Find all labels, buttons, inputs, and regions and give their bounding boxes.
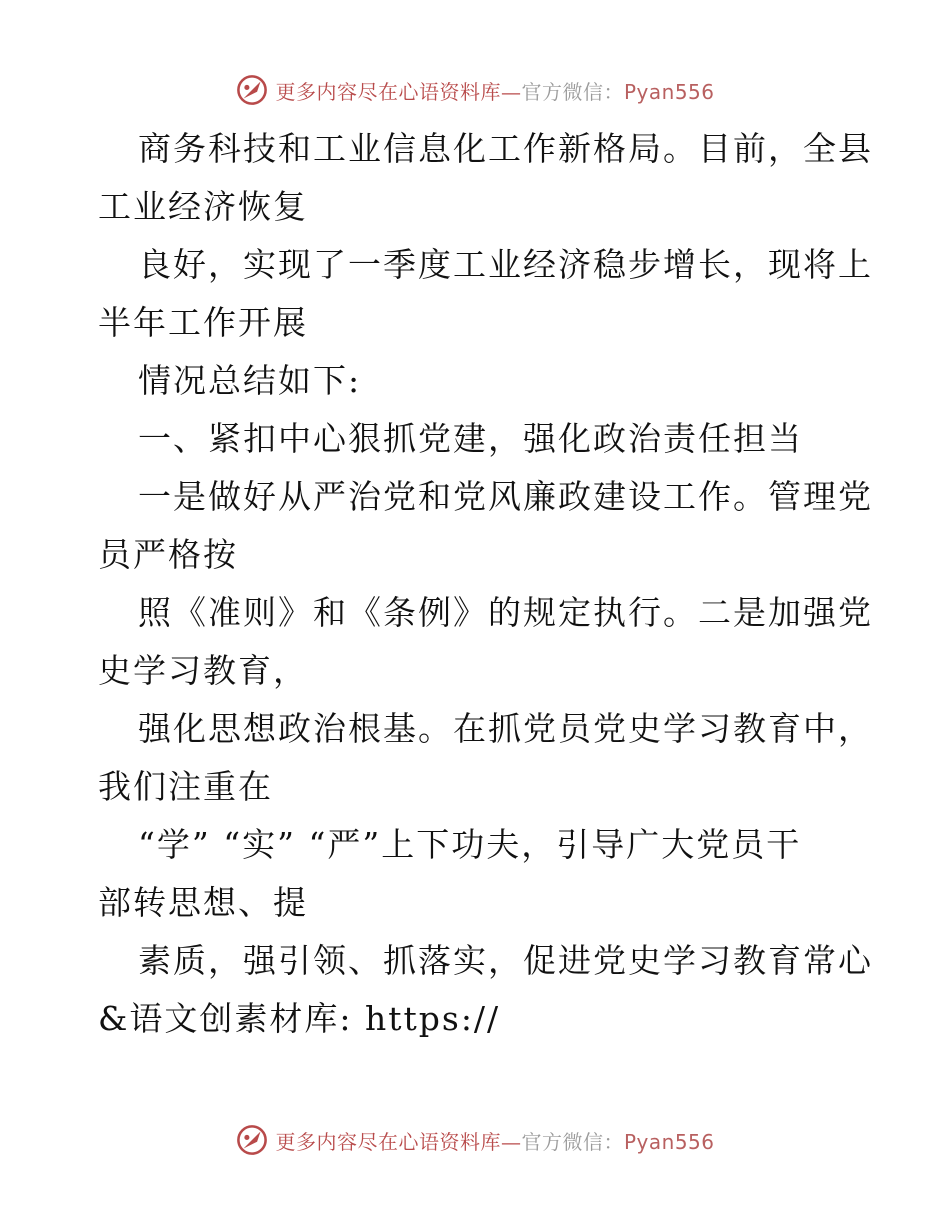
quill-logo-icon bbox=[235, 73, 269, 107]
paragraph-line: &语文创素材库: https:// bbox=[98, 999, 501, 1038]
watermark-wechat-label: 官方微信： bbox=[521, 79, 624, 104]
paragraph-line: 强化思想政治根基。在抓党员党史学习教育中， bbox=[138, 709, 873, 748]
paragraph-line: 照《准则》和《条例》的规定执行。二是加强党 bbox=[138, 593, 873, 632]
watermark-wechat-id: Pyan556 bbox=[623, 1129, 715, 1154]
section-heading: 一、紧扣中心狠抓党建，强化政治责任担当 bbox=[138, 419, 803, 458]
watermark-text bbox=[275, 1126, 714, 1155]
paragraph-line: 情况总结如下: bbox=[138, 361, 362, 400]
paragraph-line: 素质，强引领、抓落实，促进党史学习教育常心 bbox=[138, 941, 873, 980]
paragraph-line: 部转思想、提 bbox=[98, 883, 308, 922]
paragraph-line: 员严格按 bbox=[98, 535, 238, 574]
paragraph-line: 史学习教育， bbox=[98, 651, 308, 690]
paragraph-line: 工业经济恢复 bbox=[98, 187, 308, 226]
watermark-footer bbox=[0, 1120, 950, 1160]
watermark-site: 更多内容尽在心语资料库 bbox=[275, 1129, 501, 1154]
watermark-text bbox=[275, 76, 714, 105]
quill-logo-icon bbox=[235, 1123, 269, 1157]
paragraph-line: 一是做好从严治党和党风廉政建设工作。管理党 bbox=[138, 477, 873, 516]
document-body bbox=[98, 120, 873, 1048]
watermark-site: 更多内容尽在心语资料库 bbox=[275, 79, 501, 104]
paragraph-line: “学” “实” “严”上下功夫，引导广大党员干 bbox=[138, 825, 802, 864]
watermark-wechat-label: 官方微信： bbox=[521, 1129, 624, 1154]
paragraph-line: 半年工作开展 bbox=[98, 303, 308, 342]
paragraph-line: 商务科技和工业信息化工作新格局。目前，全县 bbox=[138, 129, 873, 168]
watermark-wechat-id: Pyan556 bbox=[623, 79, 715, 104]
watermark-header bbox=[0, 70, 950, 110]
paragraph-line: 良好，实现了一季度工业经济稳步增长，现将上 bbox=[138, 245, 873, 284]
watermark-dash: — bbox=[500, 79, 522, 104]
watermark-dash: — bbox=[500, 1129, 522, 1154]
paragraph-line: 我们注重在 bbox=[98, 767, 273, 806]
